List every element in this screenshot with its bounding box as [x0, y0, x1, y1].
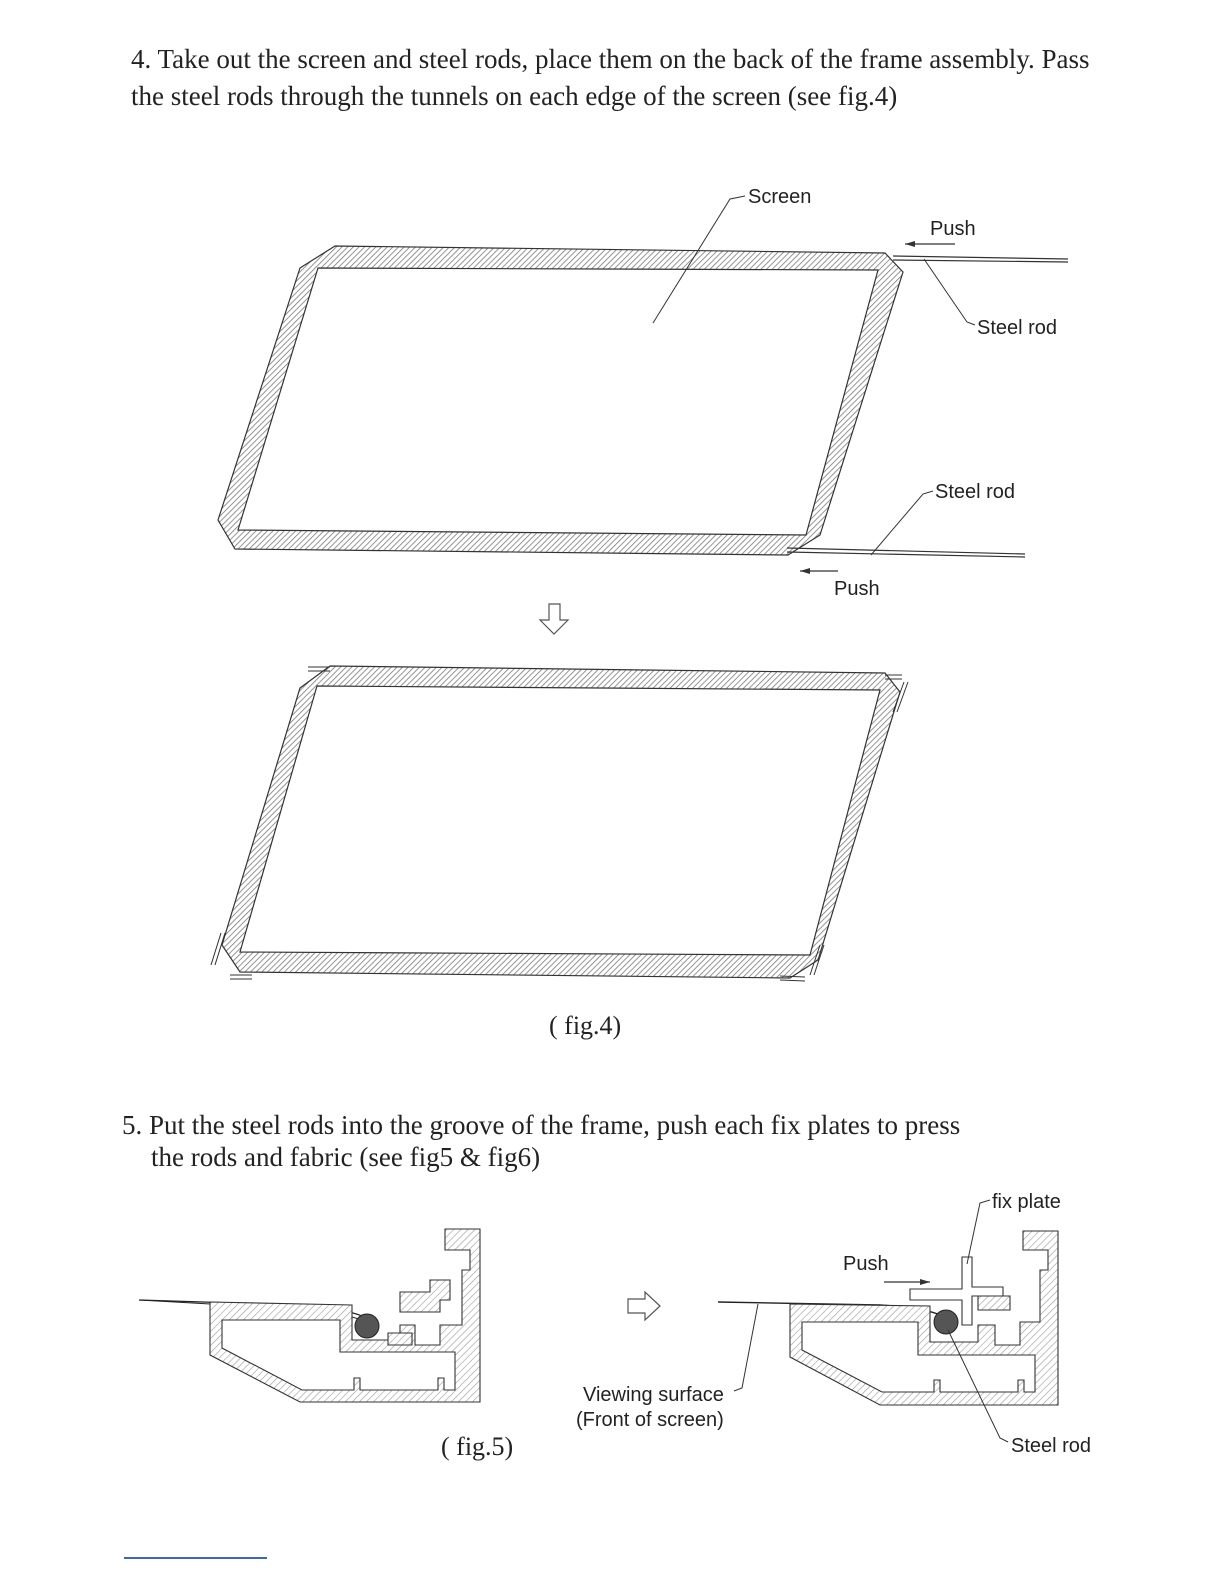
down-arrow-icon	[540, 604, 568, 634]
fig4-push-arrow-top	[905, 241, 955, 247]
right-arrow-icon	[628, 1292, 660, 1320]
fig5-fix-plate-leader	[967, 1200, 990, 1264]
fig4-label-screen: Screen	[748, 186, 812, 208]
step-4-text-line-1: 4. Take out the screen and steel rods, place them on the back of the frame assembly. Pass	[131, 44, 1090, 74]
fig4-label-steel-rod-top: Steel rod	[977, 317, 1058, 339]
fig5-label-front-of-screen: (Front of screen)	[576, 1409, 724, 1431]
fig5-label-steel-rod: Steel rod	[1011, 1435, 1092, 1457]
fig4-rod-bottom-leader	[871, 491, 933, 555]
fig4-push-arrow-bottom	[800, 568, 838, 574]
fig5-viewing-surface-leader	[734, 1304, 758, 1391]
fig5-caption: ( fig.5)	[441, 1432, 514, 1461]
fig5-frame-profile-left	[139, 1229, 480, 1402]
fig5-label-push: Push	[843, 1253, 889, 1275]
fig4-screen-top	[218, 246, 903, 555]
fig5-push-arrow	[884, 1279, 930, 1285]
fig4-rod-top-leader	[924, 259, 975, 325]
footnote-rule	[124, 1557, 267, 1559]
fig4-label-steel-rod-bottom: Steel rod	[935, 481, 1016, 503]
fig5-label-fix-plate: fix plate	[992, 1191, 1061, 1213]
fig4-steel-rod-top	[893, 256, 1068, 262]
fig4-label-push-bottom: Push	[834, 578, 880, 600]
step-4-text-line-2: the steel rods through the tunnels on each edge of the screen (see fig.4)	[131, 81, 898, 111]
fig5-label-viewing-surface: Viewing surface	[583, 1384, 724, 1406]
step-5-text-line-2: the rods and fabric (see fig5 & fig6)	[151, 1142, 541, 1172]
fig4-caption: ( fig.4)	[549, 1011, 622, 1040]
fig4-screen-bottom	[211, 666, 908, 981]
fig4-label-push-top: Push	[930, 218, 976, 240]
step-5-text-line-1: 5. Put the steel rods into the groove of the frame, push each fix plates to press	[122, 1110, 961, 1140]
fig4-steel-rod-bottom	[787, 548, 1025, 557]
